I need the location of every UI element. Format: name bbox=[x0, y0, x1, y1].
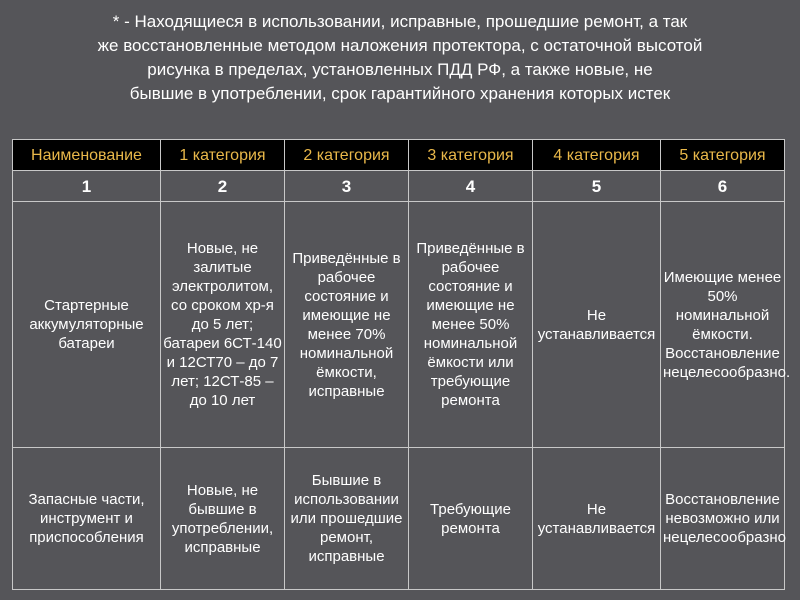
footnote-line: же восстановленные методом наложения протектора, с остаточной высотой bbox=[97, 36, 703, 55]
table-number-row bbox=[13, 171, 785, 202]
column-number: 3 bbox=[285, 171, 409, 202]
header-cell: 1 категория bbox=[161, 140, 285, 171]
table-cell: Приведённые в рабочее состояние и имеющие не менее 70% номинальной ёмкости, исправные bbox=[285, 202, 409, 448]
header-cell: Наименование bbox=[13, 140, 161, 171]
table-cell: Новые, не бывшие в употреблении, исправные bbox=[161, 448, 285, 590]
category-table bbox=[12, 139, 791, 590]
header-cell: 4 категория bbox=[533, 140, 661, 171]
footnote-line: рисунка в пределах, установленных ПДД РФ, а также новые, не bbox=[147, 60, 653, 79]
table-header-row bbox=[13, 140, 785, 171]
table-cell: Новые, не залитые электролитом, со сроком хр-я до 5 лет; батареи 6СТ-140 и 12СТ70 – до 7 лет; 12СТ-85 – до 10 лет bbox=[161, 202, 285, 448]
table-cell: Бывшие в использовании или прошедшие ремонт, исправные bbox=[285, 448, 409, 590]
header-cell: 3 категория bbox=[409, 140, 533, 171]
table-cell: Требующие ремонта bbox=[409, 448, 533, 590]
footnote-line: * - Находящиеся в использовании, исправные, прошедшие ремонт, а так bbox=[112, 12, 688, 31]
table-row bbox=[13, 202, 785, 448]
footnote-text bbox=[20, 10, 780, 106]
header-cell: 2 категория bbox=[285, 140, 409, 171]
table-cell: Стартерные аккумуляторные батареи bbox=[13, 202, 161, 448]
table-cell: Не устанавливается bbox=[533, 202, 661, 448]
footnote-line: бывшие в употреблении, срок гарантийного хранения которых истек bbox=[129, 84, 671, 103]
column-number: 1 bbox=[13, 171, 161, 202]
table-cell: Не устанавливается bbox=[533, 448, 661, 590]
column-number: 4 bbox=[409, 171, 533, 202]
column-number: 5 bbox=[533, 171, 661, 202]
table-cell: Приведённые в рабочее состояние и имеющие не менее 50% номинальной ёмкости или требующие ремонта bbox=[409, 202, 533, 448]
header-cell: 5 категория bbox=[661, 140, 785, 171]
table-cell: Имеющие менее 50% номинальной ёмкости. Восстановление нецелесообразно. bbox=[661, 202, 785, 448]
column-number: 6 bbox=[661, 171, 785, 202]
table-row bbox=[13, 448, 785, 590]
table-cell: Запасные части, инструмент и приспособления bbox=[13, 448, 161, 590]
table-cell: Восстановление невозможно или нецелесообразно bbox=[661, 448, 785, 590]
column-number: 2 bbox=[161, 171, 285, 202]
